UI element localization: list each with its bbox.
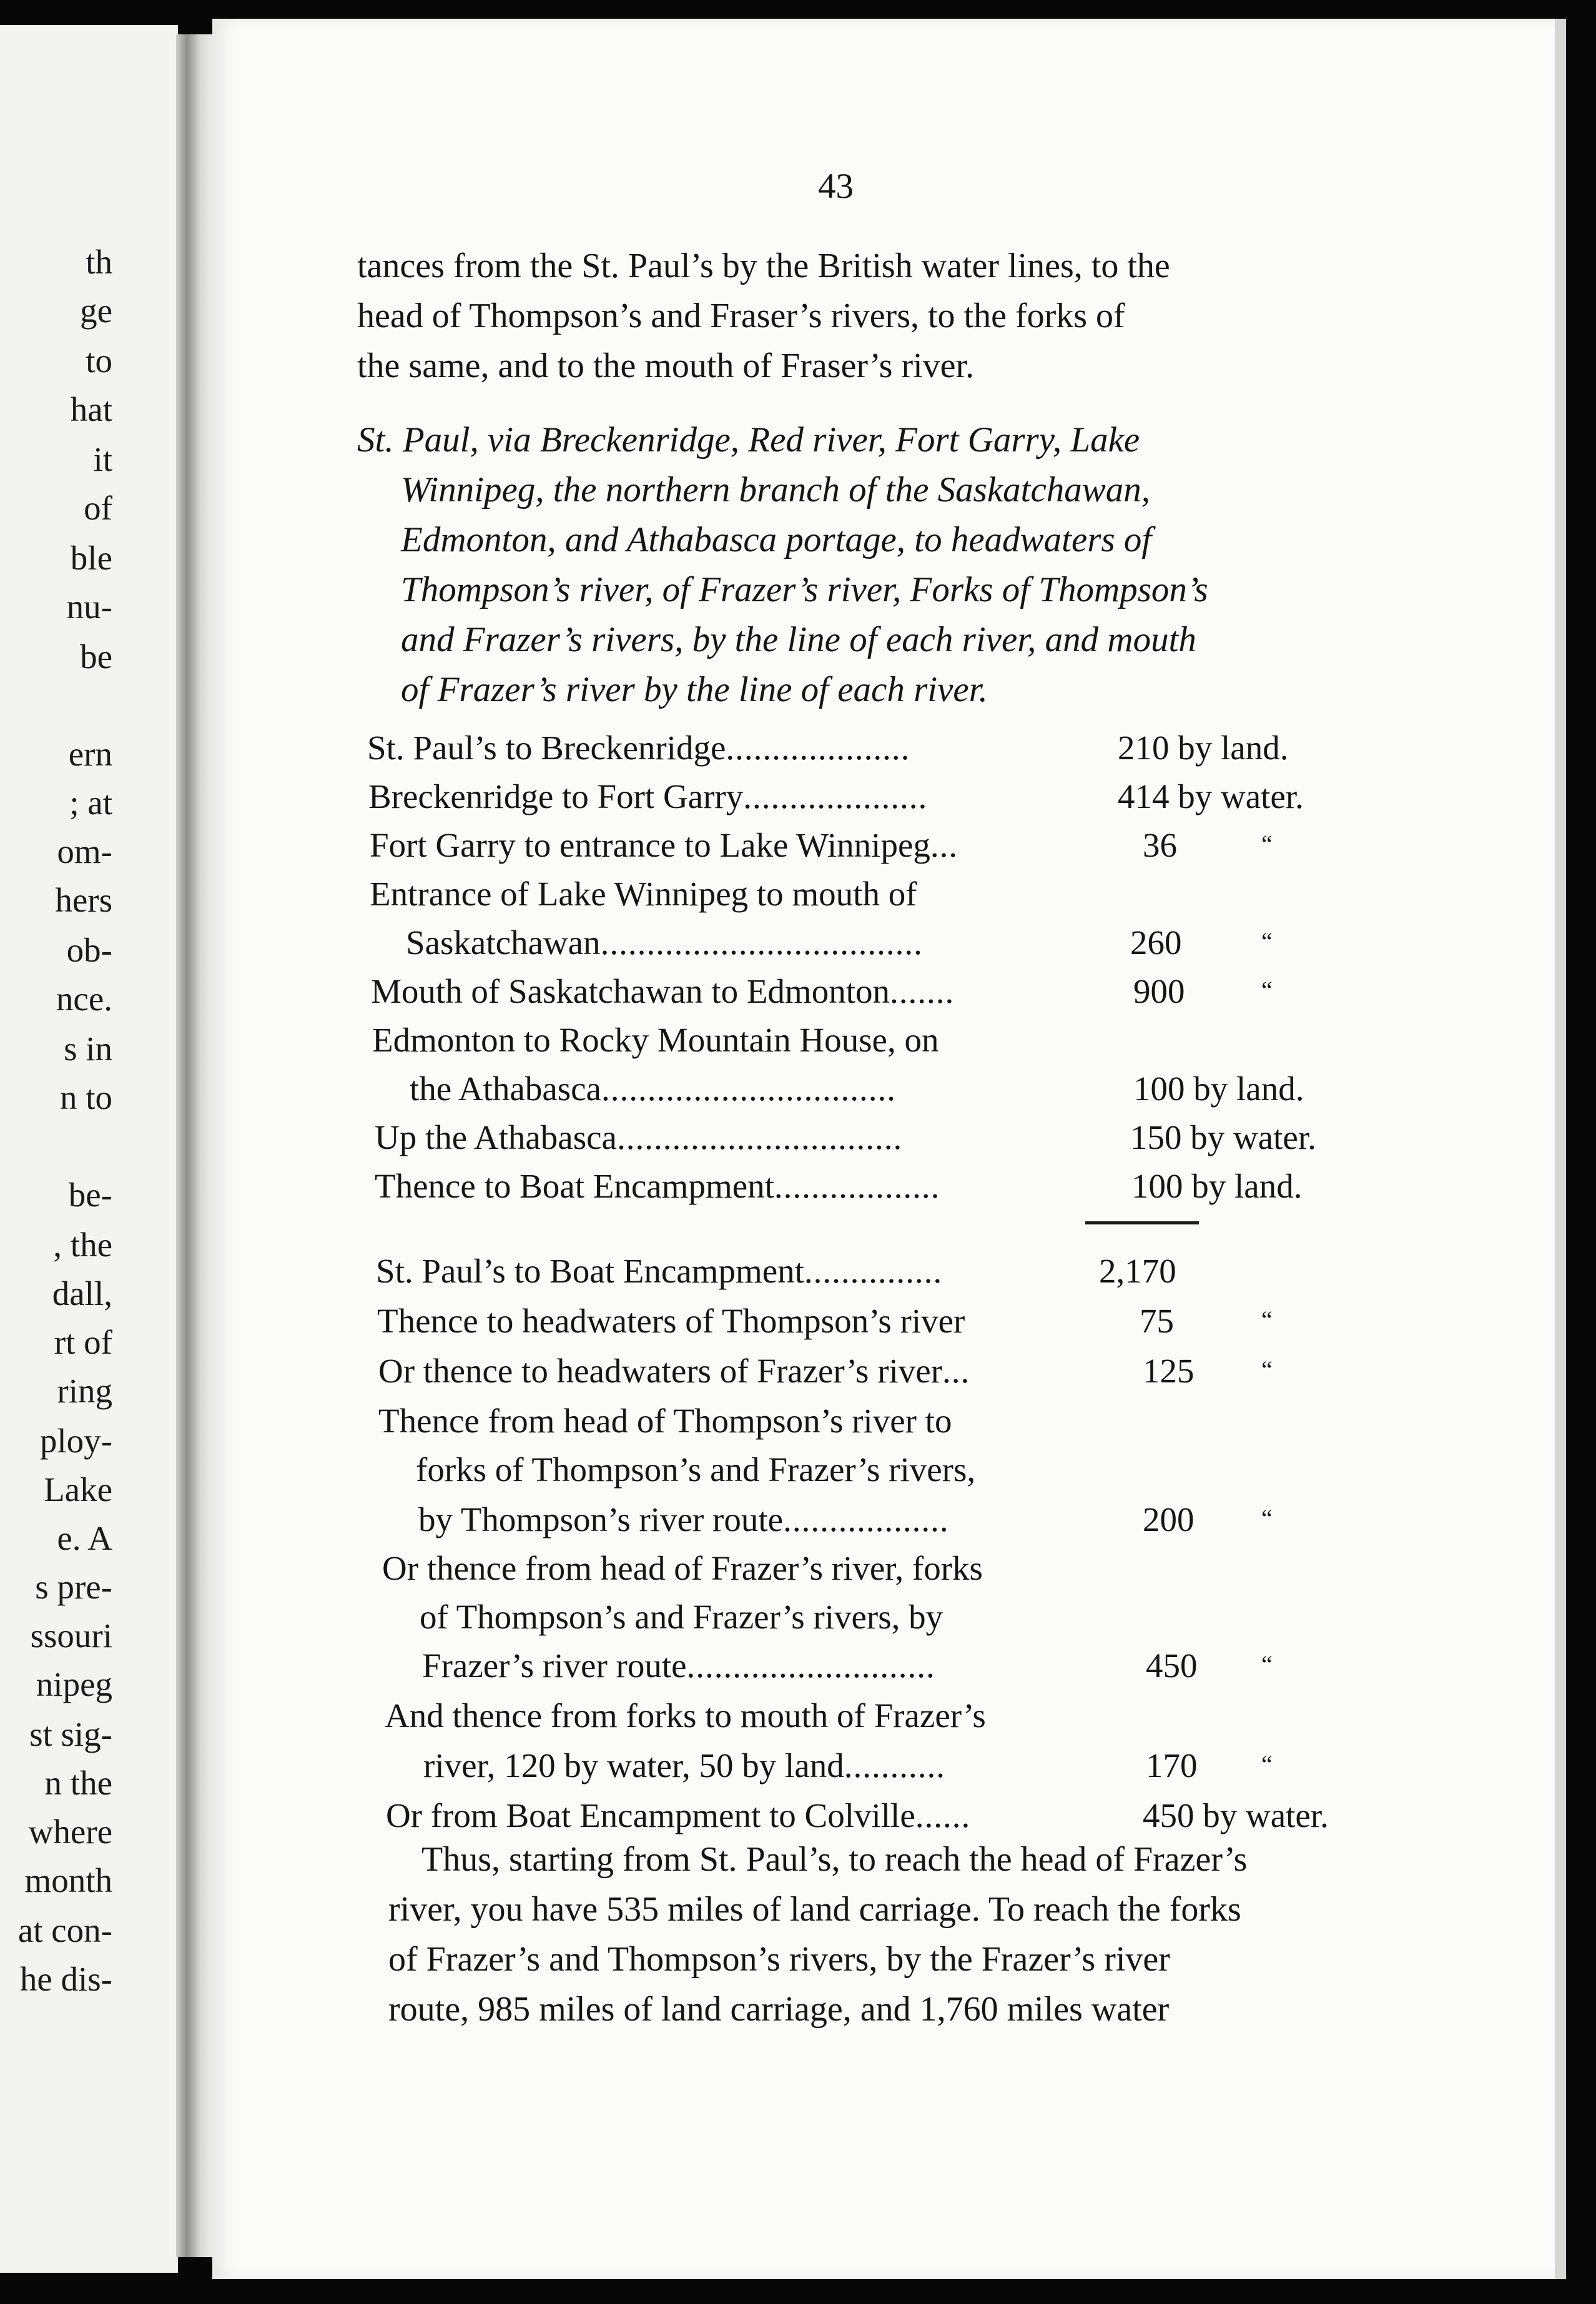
table-row [370, 828, 958, 862]
row-leader-dots: ............... [804, 1252, 943, 1290]
row-label: by Thompson’s river route [418, 1500, 784, 1538]
ditto-mark: “ [1261, 830, 1273, 858]
closing-line-4: route, 985 miles of land carriage, and 1,760 miles water [388, 1990, 1170, 2029]
left-page-fragment: st sig- [29, 1715, 112, 1753]
left-page-fragment: hat [70, 390, 112, 428]
ditto-mark: “ [1261, 927, 1273, 955]
row-leader-dots: ........................... [686, 1647, 935, 1685]
table-row [378, 1404, 952, 1438]
left-page-fragment: it [93, 440, 112, 478]
table-row [376, 1254, 942, 1288]
row-label: Thence from head of Thompson’s river to [378, 1402, 952, 1440]
left-page-fragment: , the [53, 1226, 112, 1264]
row-label: Or from Boat Encampment to Colville [386, 1796, 915, 1834]
row-label: of Thompson’s and Frazer’s rivers, by [420, 1598, 943, 1636]
left-page-fragment: hers [55, 881, 112, 919]
left-page-fragment: he dis- [19, 1960, 112, 1998]
row-label: Or thence to headwaters of Frazer’s river [378, 1352, 943, 1390]
row-value: 450 by water. [1143, 1796, 1329, 1834]
table-row [385, 1698, 986, 1733]
row-value: 170 [1146, 1746, 1198, 1785]
row-value: 200 [1143, 1500, 1195, 1538]
row-label: Thence to Boat Encampment [375, 1167, 774, 1205]
row-label: Mouth of Saskatchawan to Edmonton [371, 972, 890, 1010]
table-row [377, 1304, 965, 1338]
left-page-fragment: ring [57, 1372, 112, 1410]
table-row [367, 731, 910, 765]
table-row [420, 1600, 943, 1634]
row-leader-dots: ....... [890, 972, 955, 1010]
intro-line-1: tances from the St. Paul’s by the British water lines, to the [357, 247, 1170, 285]
row-value: 75 [1140, 1302, 1174, 1340]
page-edge-shadow [1555, 19, 1566, 2279]
table-row [372, 1023, 938, 1057]
table-row [378, 1354, 970, 1388]
ditto-mark: “ [1261, 1650, 1273, 1678]
row-leader-dots: .................. [774, 1167, 940, 1205]
left-page-fragment: month [24, 1861, 112, 1899]
row-label: Frazer’s river route [422, 1647, 687, 1685]
left-page-fragment: ploy- [39, 1422, 112, 1460]
row-value: 100 by land. [1133, 1070, 1304, 1108]
row-value: 125 [1143, 1352, 1195, 1390]
row-value: 210 by land. [1118, 729, 1289, 767]
row-label: Entrance of Lake Winnipeg to mouth of [370, 875, 917, 913]
row-label: Or thence from head of Frazer’s river, forks [382, 1549, 983, 1587]
table-row [370, 877, 917, 911]
left-page-fragment: to [86, 342, 112, 380]
left-page-fragment: rt of [54, 1323, 112, 1361]
route-line-6: of Frazer’s river by the line of each river. [401, 670, 988, 709]
ditto-mark: “ [1261, 976, 1273, 1004]
left-page-fragment: s pre- [35, 1568, 112, 1606]
row-value: 36 [1143, 826, 1177, 864]
row-value: 900 [1133, 972, 1185, 1010]
left-page-fragment: be [80, 638, 112, 676]
table-row [406, 925, 923, 960]
table-row [416, 1452, 975, 1487]
page-number: 43 [818, 167, 854, 206]
left-page-fragment: Lake [44, 1470, 112, 1509]
row-leader-dots: .................... [743, 777, 928, 815]
row-value: 414 by water. [1118, 777, 1304, 815]
table-row [422, 1648, 935, 1683]
row-leader-dots: ................................ [601, 1070, 896, 1108]
left-page-fragment: nu- [66, 588, 112, 626]
row-label: St. Paul’s to Breckenridge [367, 729, 726, 767]
closing-line-3: of Frazer’s and Thompson’s rivers, by the Frazer’s river [388, 1940, 1170, 1979]
sum-rule [1085, 1221, 1199, 1224]
row-leader-dots: .................. [783, 1500, 949, 1538]
left-page-fragment: dall, [52, 1274, 112, 1312]
row-leader-dots: ................................... [600, 923, 923, 962]
ditto-mark: “ [1261, 1306, 1273, 1334]
route-line-1: St. Paul, via Breckenridge, Red river, Fort Garry, Lake [357, 420, 1140, 460]
route-line-4: Thompson’s river, of Frazer’s river, Forks of Thompson’s [401, 570, 1208, 609]
left-page-fragment: ob- [66, 931, 112, 969]
table-row [375, 1120, 902, 1154]
left-page-fragment: om- [57, 832, 112, 870]
row-leader-dots: ... [942, 1352, 970, 1390]
row-label: Thence to headwaters of Thompson’s river [377, 1302, 965, 1340]
left-page-fragment: ; at [69, 784, 112, 822]
intro-line-3: the same, and to the mouth of Fraser’s river. [357, 347, 975, 385]
table-row [375, 1169, 940, 1203]
table-row [371, 974, 954, 1008]
row-value: 100 by land. [1131, 1167, 1303, 1205]
table-row [368, 779, 927, 814]
row-value: 2,170 [1099, 1252, 1176, 1290]
left-page-fragment: n to [59, 1078, 112, 1116]
table-row [418, 1502, 949, 1537]
left-page-fragment: ssouri [30, 1617, 112, 1655]
left-page-fragment: ge [80, 292, 112, 330]
row-label: the Athabasca [410, 1070, 601, 1108]
route-line-2: Winnipeg, the northern branch of the Saskatchawan, [401, 470, 1151, 510]
row-leader-dots: ... [930, 826, 958, 864]
left-page-fragment: of [84, 489, 112, 527]
intro-line-2: head of Thompson’s and Fraser’s rivers, to the forks of [357, 297, 1125, 335]
row-leader-dots: ........... [844, 1746, 945, 1785]
row-leader-dots: ...... [915, 1796, 971, 1834]
left-page-fragment: nce. [56, 980, 112, 1018]
left-page-fragment: n the [44, 1764, 112, 1802]
row-leader-dots: ............................... [616, 1118, 903, 1156]
left-page-fragment: nipeg [36, 1665, 112, 1703]
left-page-fragment: e. A [57, 1519, 112, 1557]
row-label: Breckenridge to Fort Garry [368, 777, 744, 815]
closing-line-2: river, you have 535 miles of land carriage. To reach the forks [388, 1890, 1241, 1929]
left-page-fragment: be- [68, 1176, 112, 1214]
row-label: Edmonton to Rocky Mountain House, on [372, 1021, 939, 1059]
row-label: Saskatchawan [406, 923, 601, 962]
row-leader-dots: .................... [726, 729, 910, 767]
table-row [382, 1551, 983, 1585]
route-line-3: Edmonton, and Athabasca portage, to headwaters of [401, 520, 1152, 559]
left-page-fragment: ern [68, 735, 112, 773]
row-value: 150 by water. [1130, 1118, 1316, 1156]
row-label: St. Paul’s to Boat Encampment [376, 1252, 804, 1290]
row-label: Fort Garry to entrance to Lake Winnipeg [370, 826, 930, 864]
row-label: And thence from forks to mouth of Frazer’s [385, 1696, 986, 1735]
ditto-mark: “ [1261, 1356, 1273, 1384]
row-value: 260 [1130, 923, 1182, 962]
left-page-fragment: s in [64, 1030, 112, 1068]
row-label: river, 120 by water, 50 by land [423, 1746, 844, 1785]
row-label: Up the Athabasca [375, 1118, 617, 1156]
left-page-fragment: where [28, 1813, 112, 1851]
closing-line-1: Thus, starting from St. Paul’s, to reach the head of Frazer’s [421, 1840, 1248, 1879]
table-row [410, 1071, 896, 1106]
table-row [423, 1748, 945, 1783]
ditto-mark: “ [1261, 1504, 1273, 1532]
route-line-5: and Frazer’s rivers, by the line of each river, and mouth [401, 620, 1196, 659]
left-page-fragment: at con- [17, 1911, 112, 1949]
row-value: 450 [1146, 1647, 1198, 1685]
left-page-fragment: ble [70, 539, 112, 577]
ditto-mark: “ [1261, 1750, 1273, 1778]
left-page-fragment: th [86, 243, 112, 281]
row-label: forks of Thompson’s and Frazer’s rivers, [416, 1450, 976, 1489]
table-row [386, 1798, 970, 1833]
